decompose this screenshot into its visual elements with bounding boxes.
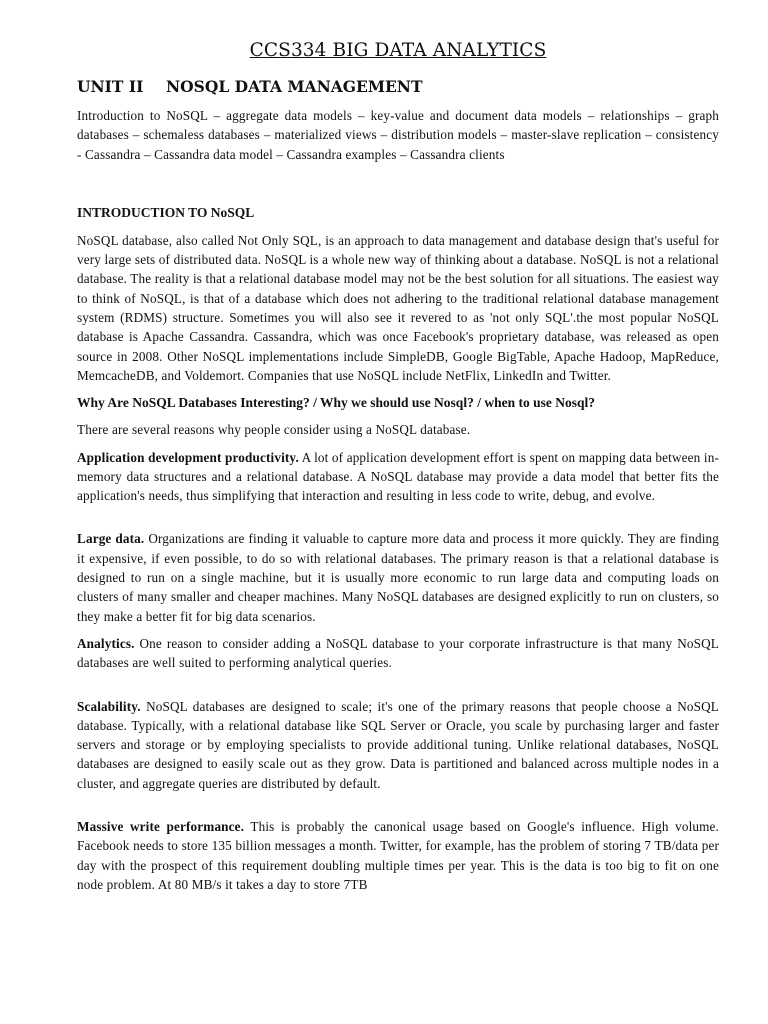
unit-number: UNIT II (77, 77, 144, 96)
reason-text: NoSQL databases are designed to scale; it's one of the primary reasons that people choose a NoSQL database. Typically, with a relational database like SQL Server or Oracle, you scale by purchasing larger and faster servers and storage or by employing specialists to provide additional tuning. Unlike relational databases, NoSQL databases are designed to easily scale out as they grow. Data is partitioned and balanced across multiple nodes in a cluster, and aggregate queries are distributed by default. (77, 698, 719, 791)
unit-heading (77, 76, 719, 98)
reason-text: A lot of application development effort is spent on mapping data between in-memory data structures and a relational database. A NoSQL database may provide a data model that better fits the application's needs, thus simplifying that interaction and resulting in less code to write, debug, and evolve. (77, 449, 719, 504)
reason-paragraph (77, 448, 719, 506)
document-page (77, 36, 719, 894)
reason-term: Large data. (77, 531, 145, 547)
unit-title: NOSQL DATA MANAGEMENT (166, 77, 423, 96)
why-lead: There are several reasons why people consider using a NoSQL database. (77, 422, 471, 438)
reason-paragraph (77, 634, 719, 673)
reason-term: Massive write performance. (77, 819, 245, 835)
document-title: CCS334 BIG DATA ANALYTICS (249, 40, 547, 61)
reason-term: Analytics. (77, 635, 135, 651)
reason-paragraph (77, 529, 719, 625)
intro-paragraph: NoSQL database, also called Not Only SQL, is an approach to data management and database design that's useful for very large sets of distributed data. NoSQL is a whole new way of thinking about a database. NoSQL is not a relational database. The reality is that a relational database model may not be the best solution for all situations. The easiest way to think of NoSQL, is that of a database which does not adhering to the traditional relational database management system (RDMS) structure. Sometimes you will also see it revered to as 'not only SQL'.the most popular NoSQL database is Apache Cassandra. Cassandra, which was once Facebook's proprietary database, was released as open source in 2008. Other NoSQL implementations include SimpleDB, Google BigTable, Apache Hadoop, MapReduce, MemcacheDB, and Voldemort. Companies that use NoSQL include NetFlix, LinkedIn and Twitter. (77, 232, 719, 383)
reason-text: One reason to consider adding a NoSQL database to your corporate infrastructure is that many NoSQL databases are well suited to performing analytical queries. (77, 635, 719, 671)
intro-heading: INTRODUCTION TO NoSQL (77, 204, 255, 220)
reason-term: Scalability. (77, 698, 141, 714)
reason-paragraph (77, 817, 719, 894)
syllabus-topics: Introduction to NoSQL – aggregate data models – key-value and document data models – relationships – graph databases – schemaless databases – materialized views – distribution models – master-slave replication – consistency - Cassandra – Cassandra data model – Cassandra examples – Cassandra clients (77, 108, 719, 162)
reason-term: Application development productivity. (77, 449, 299, 465)
reason-paragraph (77, 697, 719, 793)
why-heading: Why Are NoSQL Databases Interesting? / Why we should use Nosql? / when to use Nosql? (77, 395, 595, 411)
reason-text: Organizations are finding it valuable to capture more data and process it more quickly. They are finding it expensive, if even possible, to do so with relational databases. The primary reason is that a relational database is designed to run on a single machine, but it is usually more economic to run large data and computing loads on clusters of many smaller and cheaper machines. Many NoSQL databases are designed explicitly to run on clusters, so they make a better fit for big data scenarios. (77, 531, 719, 624)
reason-text: This is probably the canonical usage based on Google's influence. High volume. Facebook needs to store 135 billion messages a month. Twitter, for example, has the problem of storing 7 TB/data per day with the prospect of this requirement doubling multiple times per year. This is the data is too big to fit on one node problem. At 80 MB/s it takes a day to store 7TB (77, 819, 719, 892)
